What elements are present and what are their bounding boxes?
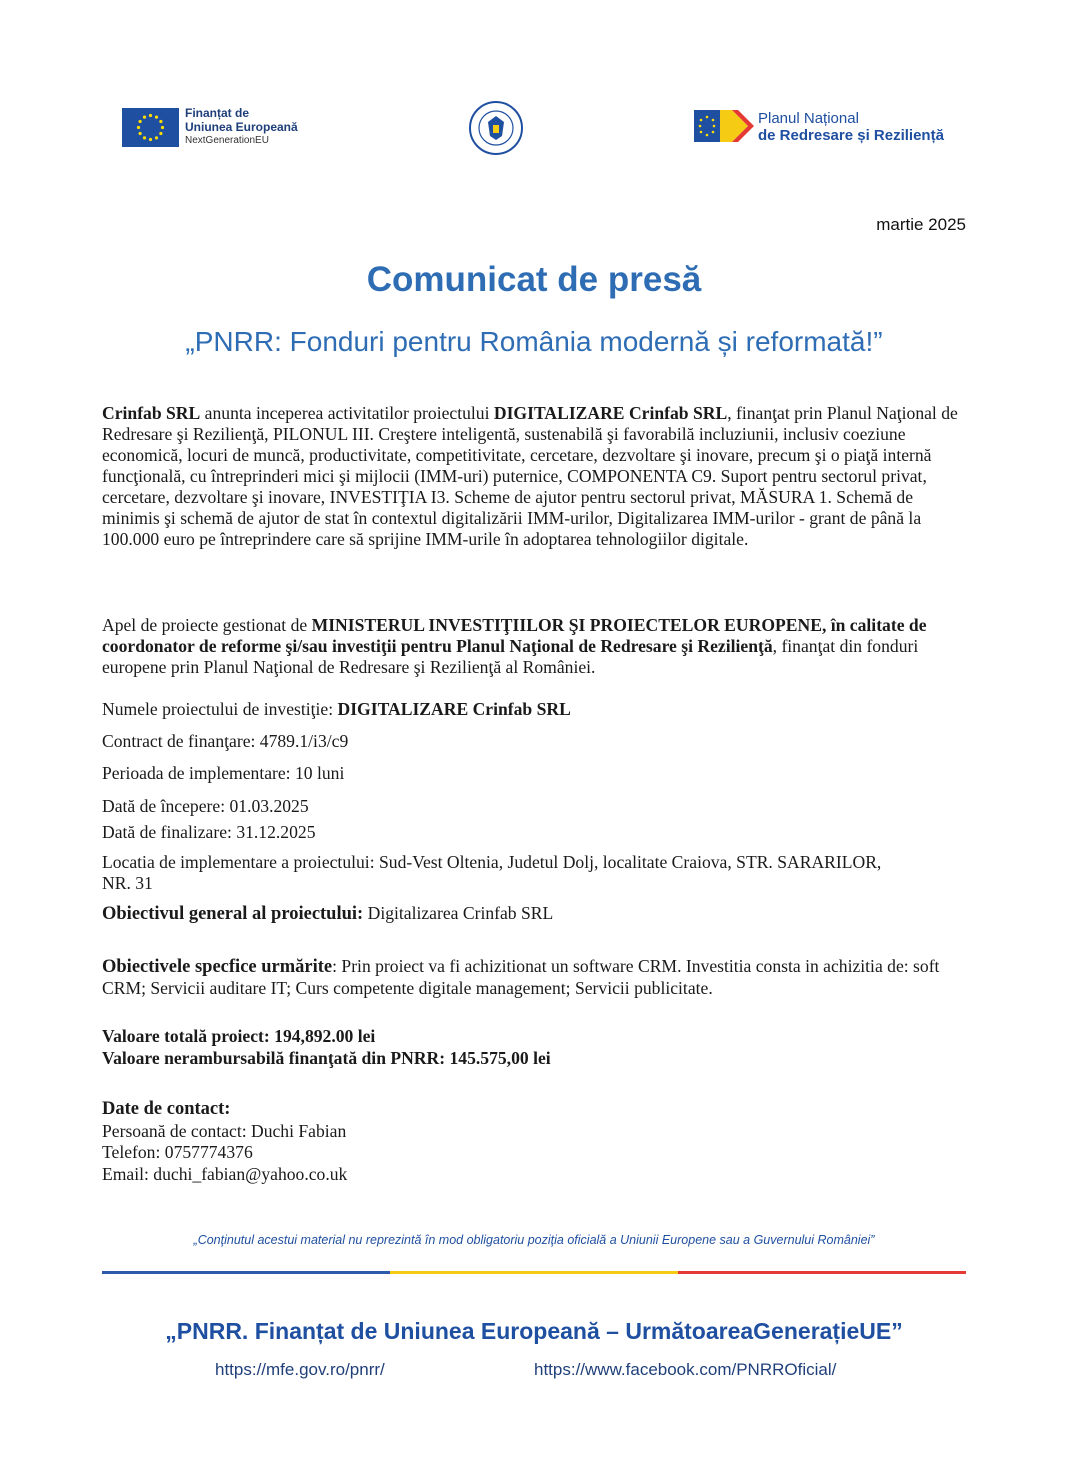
eu-logo-line1: Finanțat de bbox=[185, 106, 250, 120]
project-name-line bbox=[102, 699, 968, 720]
eu-flag-icon bbox=[122, 108, 179, 147]
contact-email[interactable]: Email: duchi_fabian@yahoo.co.uk bbox=[102, 1164, 348, 1184]
location-line: Locatia de implementare a proiectului: Sud-Vest Oltenia, Judetul Dolj, localitate Craiova, STR. SARARILOR, NR. 31 bbox=[102, 852, 882, 893]
footer-slogan: „PNRR. Finanțat de Uniunea Europeană – UrmătoareaGenerațieUE” bbox=[165, 1318, 903, 1344]
contact-phone[interactable]: 0757774376 bbox=[164, 1142, 253, 1162]
company-name: Crinfab SRL bbox=[102, 403, 201, 423]
eu-logo-line3: NextGenerationEU bbox=[185, 135, 269, 146]
page-title: Comunicat de presă bbox=[366, 260, 702, 299]
specific-objectives bbox=[102, 956, 968, 999]
contact-heading-text: Date de contact: bbox=[102, 1099, 231, 1119]
project-name-value: DIGITALIZARE Crinfab SRL bbox=[337, 699, 571, 719]
start-date-line: Dată de începere: 01.03.2025 bbox=[102, 796, 309, 816]
period-line: Perioada de implementare: 10 luni bbox=[102, 763, 345, 783]
footer-line-red bbox=[678, 1271, 966, 1274]
footer-line-yellow bbox=[390, 1271, 678, 1274]
footer-disclaimer: „Conţinutul acestui material nu reprezintă în mod obligatoriu poziţia oficială a Uniunii Europene sau a Guvernului României” bbox=[193, 1233, 875, 1247]
contact-phone-label: Telefon: bbox=[102, 1142, 165, 1162]
grant-value bbox=[102, 1048, 968, 1069]
footer-line-blue bbox=[102, 1271, 390, 1274]
pnrr-logo-line2: de Redresare și Reziliență bbox=[758, 127, 944, 144]
page-subtitle: „PNRR: Fonduri pentru România modernă și reformată!” bbox=[185, 326, 883, 357]
general-objective bbox=[102, 903, 968, 925]
general-objective-value: Digitalizarea Crinfab SRL bbox=[363, 903, 554, 923]
intro-paragraph bbox=[102, 403, 968, 550]
total-value bbox=[102, 1026, 968, 1047]
project-name-label: Numele proiectului de investiţie: bbox=[102, 699, 338, 719]
intro-text-2: , finanţat prin Planul Naţional de Redresare şi Rezilienţă, PILONUL III. Creştere inteligentă, sustenabilă şi favorabilă incluziunii, inclusiv coeziune economică, locuri de muncă, productivitate, competitivitate, cercetare, dezvoltare şi inovare, precum şi o piaţă internă funcţională, cu întreprinderi mici şi mijlocii (IMM-uri) puternice, COMPONENTA C9. Suport pentru sectorul privat, cercetare, dezvoltare şi inovare, INVESTIŢIA I3. Scheme de ajutor pentru sectorul privat, MĂSURA 1. Schemă de minimis şi schemă de ajutor de stat în contextul digitalizării IMM-urilor, Digitalizarea IMM-urilor - grant de până la 100.000 euro pe întreprindere care să sprijine IMM-urile în adoptarea tehnologiilor digitale. bbox=[102, 403, 958, 549]
footer-tricolor-line bbox=[102, 1271, 966, 1274]
contact-phone-line bbox=[102, 1142, 968, 1163]
intro-text-1: anunta inceperea activitatilor proiectului bbox=[200, 403, 494, 423]
facebook-link[interactable]: https://www.facebook.com/PNRROficial/ bbox=[534, 1360, 837, 1379]
call-text-2: , finanţat din fonduri europene prin Planul Naţional de Redresare şi Rezilienţă al României. bbox=[102, 636, 919, 677]
pnrr-arrow-icon bbox=[694, 108, 754, 144]
eu-logo-line2: Uniunea Europeană bbox=[185, 120, 298, 134]
pnrr-logo bbox=[694, 108, 954, 148]
project-name: DIGITALIZARE Crinfab SRL bbox=[493, 403, 728, 423]
general-objective-label: Obiectivul general al proiectului: bbox=[102, 904, 364, 924]
mfe-link[interactable]: https://mfe.gov.ro/pnrr/ bbox=[215, 1360, 385, 1379]
specific-objectives-label: Obiectivele specfice urmărite bbox=[102, 957, 333, 977]
total-value-text: Valoare totală proiect: 194,892.00 lei bbox=[102, 1026, 376, 1046]
ministry-name: MINISTERUL INVESTIŢIILOR ŞI PROIECTELOR EUROPENE, în calitate de coordonator de reforme şi/sau investiţii pentru Planul Naţional de Redresare şi Rezilienţă bbox=[102, 615, 927, 656]
contract-line: Contract de finanţare: 4789.1/i3/c9 bbox=[102, 731, 349, 751]
pnrr-logo-line1: Planul Național bbox=[758, 110, 859, 127]
contact-heading bbox=[102, 1098, 968, 1120]
grant-value-text: Valoare nerambursabilă finanţată din PNRR: 145.575,00 lei bbox=[102, 1048, 551, 1068]
call-paragraph bbox=[102, 615, 968, 678]
eu-funding-logo bbox=[122, 104, 322, 152]
romanian-government-emblem bbox=[468, 100, 524, 156]
end-date-line: Dată de finalizare: 31.12.2025 bbox=[102, 822, 316, 842]
document-date: martie 2025 bbox=[876, 215, 966, 234]
contact-person: Persoană de contact: Duchi Fabian bbox=[102, 1121, 347, 1141]
specific-objectives-value: : Prin proiect va fi achizitionat un software CRM. Investitia consta in achizitia de: soft CRM; Servicii auditare IT; Curs competente digitale management; Servicii publicitate. bbox=[102, 956, 940, 998]
call-text-1: Apel de proiecte gestionat de bbox=[102, 615, 312, 635]
